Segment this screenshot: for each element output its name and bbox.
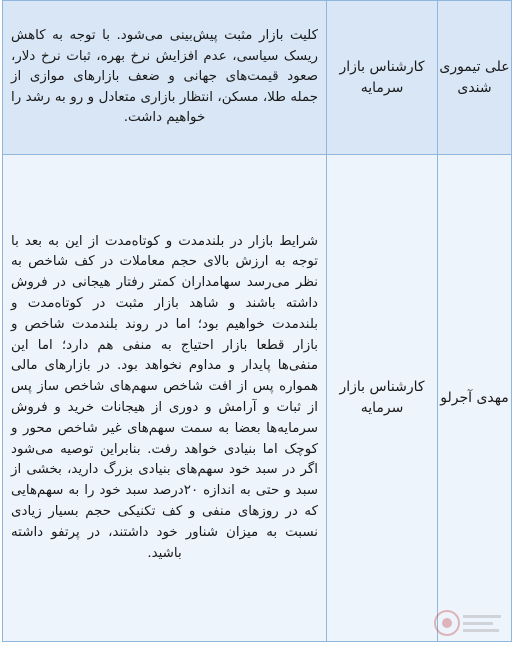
- table-row: [3, 155, 512, 642]
- experts-opinion-table: [2, 0, 512, 642]
- expert-role-cell: کارشناس بازار سرمایه: [327, 1, 438, 155]
- expert-opinion-cell: شرایط بازار در بلندمدت و کوتاه‌مدت از این به بعد با توجه به ارزش بالای حجم معاملات در کف شاخص به نظر می‌رسد سهامداران کمتر رفتار هیجانی در فروش داشته باشند و شاهد بازار مثبت در کوتاه‌مدت و بلندمدت خواهیم بود؛ اما در روند بلندمدت شاخص و بازار قطعا بازار احتیاج به منفی هم دارد؛ اما این منفی‌ها پایدار و مداوم نخواهد بود. در بازارهای مالی همواره پس از افت شاخص سهم‌های شاخص ساز پس از ثبات و آرامش و دوری از هیجانات خرید و فروش سرمایه‌ها بعضا به سمت سهم‌های غیر شاخص محور و کوچک اما بنیادی خواهد رفت. بنابراین توصیه می‌شود اگر در سبد خود سهم‌های بنیادی بزرگ دارید، بخشی از سبد و حتی به اندازه ۲۰درصد سبد خود را به سهم‌هایی که در روزهای منفی و کف تکنیکی حجم بسیار زیادی نسبت به میزان شناور خود داشتند، در پرتفو داشته باشید.: [3, 155, 327, 642]
- expert-opinion-cell: کلیت بازار مثبت پیش‌بینی می‌شود. با توجه به کاهش ریسک سیاسی، عدم افزایش نرخ بهره، ثبات نرخ دلار، صعود قیمت‌های جهانی و ضعف بازارهای موازی از جمله طلا، مسکن، انتظار بازاری متعادل و رو به رشد را خواهیم داشت.: [3, 1, 327, 155]
- site-logo-watermark-icon: [433, 605, 505, 639]
- expert-name-cell: مهدی آجرلو: [438, 155, 512, 642]
- table-row: [3, 1, 512, 155]
- expert-role-cell: کارشناس بازار سرمایه: [327, 155, 438, 642]
- expert-name-cell: علی تیموری شندی: [438, 1, 512, 155]
